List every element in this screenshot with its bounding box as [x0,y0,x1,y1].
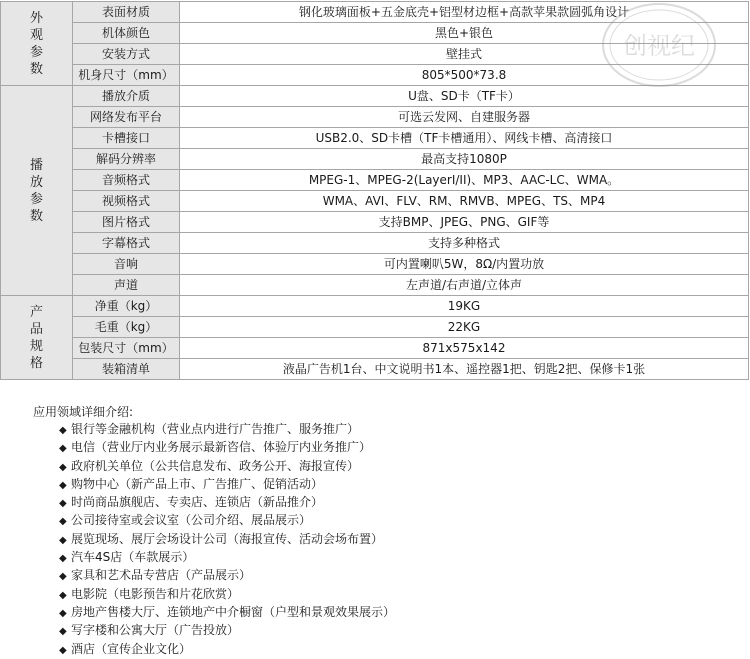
spec-value: 871x575x142 [180,338,749,359]
list-item: ◆ 公司接待室或会议室（公司介绍、展品展示） [59,512,733,530]
category-playback: 播 放 参 数 [1,86,73,296]
list-item: ◆ 电影院（电影预告和片花欣赏） [59,586,733,604]
spec-row [1,338,749,359]
spec-value: 805*500*73.8 [180,65,749,86]
spec-label: 视频格式 [73,191,180,212]
diamond-bullet-icon: ◆ [59,498,67,510]
spec-value: USB2.0、SD卡槽（TF卡槽通用）、网线卡槽、高清接口 [180,128,749,149]
spec-row [1,86,749,107]
list-item: ◆ 购物中心（新产品上市、广告推广、促销活动） [59,476,733,494]
diamond-bullet-icon: ◆ [59,443,67,455]
spec-value: 22KG [180,317,749,338]
spec-row [1,254,749,275]
spec-value: 19KG [180,296,749,317]
spec-row [1,359,749,380]
diamond-bullet-icon: ◆ [59,571,67,583]
spec-value: 最高支持1080P [180,149,749,170]
diamond-bullet-icon: ◆ [59,626,67,638]
list-item: ◆ 汽车4S店（车款展示） [59,549,733,567]
diamond-bullet-icon: ◆ [59,644,67,656]
spec-value: U盘、SD卡（TF卡） [180,86,749,107]
spec-value: 壁挂式 [180,44,749,65]
diamond-bullet-icon: ◆ [59,425,67,436]
spec-row [1,149,749,170]
spec-label: 网络发布平台 [73,107,180,128]
spec-row [1,296,749,317]
spec-label: 字幕格式 [73,233,180,254]
spec-table [0,1,749,380]
spec-value: WMA、AVI、FLV、RM、RMVB、MPEG、TS、MP4 [180,191,749,212]
spec-row [1,170,749,191]
diamond-bullet-icon: ◆ [59,479,67,491]
spec-label: 机体颜色 [73,23,180,44]
spec-label: 音频格式 [73,170,180,191]
spec-value: 可内置喇叭5W，8Ω/内置功放 [180,254,749,275]
watermark-text: 创视纪 [623,32,695,60]
category-appearance: 外 观 参 数 [1,2,73,86]
spec-label: 音响 [73,254,180,275]
spec-value: 支持BMP、JPEG、PNG、GIF等 [180,212,749,233]
diamond-bullet-icon: ◆ [59,534,67,546]
spec-row [1,65,749,86]
spec-label: 声道 [73,275,180,296]
spec-label: 卡槽接口 [73,128,180,149]
spec-label: 解码分辨率 [73,149,180,170]
spec-label: 机身尺寸（mm） [73,65,180,86]
spec-label: 安装方式 [73,44,180,65]
spec-row [1,212,749,233]
spec-label: 毛重（kg） [73,317,180,338]
list-item: ◆ 写字楼和公寓大厅（广告投放） [59,622,733,640]
spec-label: 图片格式 [73,212,180,233]
diamond-bullet-icon: ◆ [59,553,67,565]
spec-value: 左声道/右声道/立体声 [180,275,749,296]
diamond-bullet-icon: ◆ [59,461,67,473]
spec-value: 钢化玻璃面板+五金底壳+铝型材边框+高款苹果款圆弧角设计 [180,2,749,23]
spec-value: MPEG-1、MPEG-2(LayerI/II)、MP3、AAC-LC、WMA。 [180,170,749,191]
diamond-bullet-icon: ◆ [59,607,67,619]
spec-label: 净重（kg） [73,296,180,317]
list-item: ◆ 银行等金融机构（营业点内进行广告推广、服务推广） [59,421,733,439]
spec-value: 液晶广告机1台、中文说明书1本、遥控器1把、钥匙2把、保修卡1张 [180,359,749,380]
spec-row [1,191,749,212]
list-item: ◆ 电信（营业厅内业务展示最新咨信、体验厅内业务推广） [59,439,733,457]
spec-row [1,23,749,44]
diamond-bullet-icon: ◆ [59,589,67,601]
spec-row [1,317,749,338]
list-item: ◆ 房地产售楼大厅、连锁地产中介橱窗（户型和景观效果展示） [59,604,733,622]
list-item: ◆ 时尚商品旗舰店、专卖店、连锁店（新品推介） [59,494,733,512]
spec-value: 黑色+银色 [180,23,749,44]
spec-row [1,128,749,149]
list-item: ◆ 政府机关单位（公共信息发布、政务公开、海报宣传） [59,458,733,476]
spec-row [1,2,749,23]
spec-label: 装箱清单 [73,359,180,380]
spec-row [1,107,749,128]
application-list [33,421,733,659]
application-title: 应用领域详细介绍: [33,405,134,419]
spec-value: 支持多种格式 [180,233,749,254]
spec-label: 表面材质 [73,2,180,23]
spec-row [1,275,749,296]
list-item: ◆ 展览现场、展厅会场设计公司（海报宣传、活动会场布置） [59,531,733,549]
list-item: ◆ 酒店（宣传企业文化） [59,641,733,659]
spec-value: 可选云发网、自建服务器 [180,107,749,128]
spec-row [1,44,749,65]
category-product-spec: 产 品 规 格 [1,296,73,380]
spec-label: 包装尺寸（mm） [73,338,180,359]
diamond-bullet-icon: ◆ [59,516,67,528]
spec-label: 播放介质 [73,86,180,107]
spec-row [1,233,749,254]
application-section [33,404,733,659]
list-item: ◆ 家具和艺术品专营店（产品展示） [59,567,733,585]
